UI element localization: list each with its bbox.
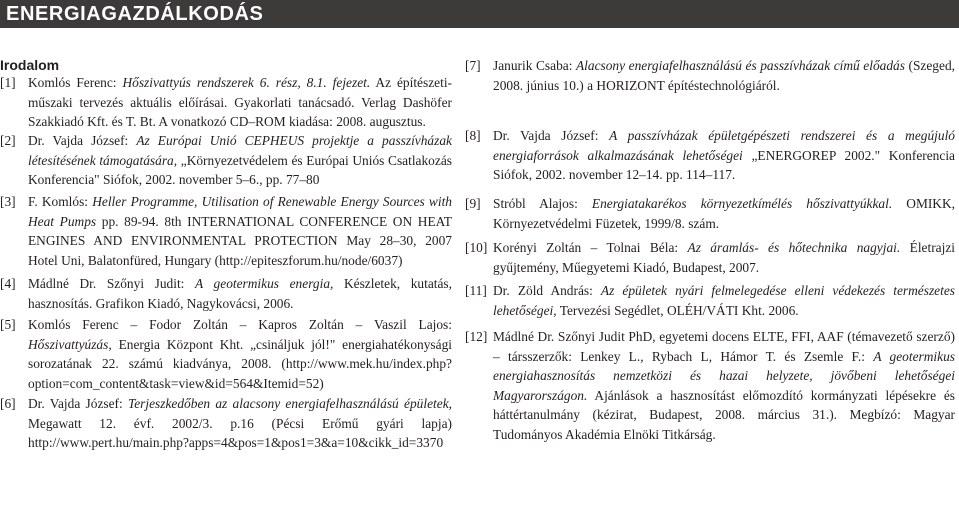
reference-title: Az épületek nyári felmelegedése elleni védekezés természetes lehetőségei, — [493, 283, 955, 318]
reference-details: pp. 89-94. 8th INTERNATIONAL CONFERENCE ON HEAT ENGINES AND ENVIRONMENTAL PROTECTION May 28–30, 2007 Hotel Uni, Balatonfüred, Hungary (http://epiteszforum.hu/node/6037) — [28, 213, 452, 268]
reference-text — [0, 192, 452, 270]
reference-author: Komlós Ferenc: — [28, 75, 123, 90]
reference-text — [0, 131, 452, 190]
page-header-bar — [0, 0, 959, 28]
reference-details: „ENERGOREP 2002." Konferencia Siófok, 2002. november 12–14. pp. 114–117. — [493, 147, 955, 182]
reference-number: [12] — [465, 329, 488, 344]
reference-text — [0, 394, 452, 453]
reference-author: Dr. Zöld András: — [493, 283, 601, 298]
reference-3 — [0, 192, 452, 270]
reference-10 — [465, 238, 955, 277]
reference-author: F. Komlós: — [28, 194, 93, 209]
reference-11 — [465, 281, 955, 320]
reference-text — [465, 327, 955, 444]
reference-title: Energiatakarékos környezetkímélés hőszivattyúkkal. — [591, 196, 893, 211]
reference-8 — [465, 126, 955, 185]
reference-text — [465, 126, 955, 185]
reference-6 — [0, 394, 452, 453]
reference-number: [10] — [465, 240, 488, 255]
reference-text — [465, 194, 955, 233]
reference-12 — [465, 327, 955, 444]
reference-number: [11] — [465, 283, 487, 298]
reference-details: Tervezési Segédlet, OLÉH/VÁTI Kht. 2006. — [556, 302, 799, 318]
reference-text — [0, 315, 452, 393]
reference-number: [3] — [0, 194, 16, 209]
reference-author: Dr. Vajda József: — [28, 133, 137, 148]
reference-title: A geotermikus energiahasznosítás nemzetközi és hazai helyzete, jövőbeni lehetőségei Magyarországon. — [493, 348, 955, 403]
reference-details: Az építészeti-műszaki tervezés aktuális előírásai. Gyakorlati tanácsadó. Verlag Dashöfer Szakkiadó Kft. és T. Bt. A vonatkozó CD–ROM kiadása: 2008. augusztus. — [28, 75, 452, 129]
reference-details: Energia Központ Kht. „csináljuk jól!" energiahatékonysági sorozatának 22. számú kiadványa, 2008. (http://www.mek.hu/index.php?option=com_content&task=view&id=564&Itemid=52) — [28, 336, 452, 391]
reference-title: A geotermikus energia, — [195, 276, 334, 291]
reference-author: Dr. Vajda József: — [493, 128, 610, 143]
reference-2 — [0, 131, 452, 190]
reference-title: Az Európai Unió CEPHEUS projektje a passzívházak létesítésének támogatására, — [28, 133, 452, 168]
reference-text — [465, 238, 955, 277]
reference-number: [6] — [0, 396, 16, 411]
reference-7 — [465, 56, 955, 95]
reference-number: [1] — [0, 75, 16, 90]
reference-author: Mádlné Dr. Szőnyi Judit: — [28, 276, 196, 291]
reference-text — [0, 73, 452, 132]
reference-title: Alacsony energiafelhasználású és passzívházak című előadás — [575, 58, 905, 73]
reference-author: Dr. Vajda József: — [28, 396, 129, 411]
reference-9 — [465, 194, 955, 233]
reference-title: Terjeszkedőben az alacsony energiafelhasználású épületek, — [128, 396, 452, 411]
section-title: Irodalom — [0, 57, 60, 73]
reference-author: Mádlné Dr. Szőnyi Judit PhD, egyetemi docens ELTE, FFI, AAF (témavezető szerző) – társszerzők: Lenkey L., Rybach L, Hámor T. és Zsemle F.: — [493, 329, 955, 364]
reference-details: Megawatt 12. évf. 2002/3. p.16 (Pécsi Erőmű gyári lapja) http://www.pert.hu/main.php?apps=4&pos=1&pos1=3&a=10&cikk_id=3370 — [28, 415, 452, 450]
reference-title: Hőszivattyúzás, — [28, 336, 112, 352]
reference-1 — [0, 73, 452, 132]
reference-details: (Szeged, 2008. június 10.) a HORIZONT építéstechnológiáról. — [493, 58, 955, 93]
reference-title: Heller Programme, Utilisation of Renewable Energy Sources with Heat Pumps — [28, 194, 453, 229]
reference-author: Stróbl Alajos: — [493, 196, 592, 211]
reference-title: Hőszivattyús rendszerek 6. rész, 8.1. fejezet. — [122, 75, 371, 90]
reference-text — [465, 281, 955, 320]
reference-title: A passzívházak épületgépészeti rendszerei és a megújuló energiaforrások alkalmazásának lehetőségei — [493, 128, 955, 163]
reference-text — [465, 56, 955, 95]
reference-number: [4] — [0, 276, 16, 291]
reference-details: Készletek, kutatás, hasznosítás. Grafikon Kiadó, Nagykovácsi, 2006. — [28, 276, 452, 311]
reference-number: [7] — [465, 58, 481, 73]
reference-details: OMIKK, Környezetvédelmi Füzetek, 1999/8. szám. — [493, 196, 955, 231]
reference-title: Az áramlás- és hőtechnika nagyjai. — [687, 240, 901, 255]
page-header-title: ENERGIAGAZDÁLKODÁS — [6, 3, 264, 25]
reference-text — [0, 274, 452, 313]
reference-number: [8] — [465, 128, 481, 143]
reference-4 — [0, 274, 452, 313]
reference-author: Korényi Zoltán – Tolnai Béla: — [493, 240, 688, 255]
reference-details: „Környezetvédelem és Európai Uniós Csatlakozás Konferencia" Siófok, 2002. november 5–6., pp. 77–80 — [28, 152, 452, 187]
reference-number: [2] — [0, 133, 16, 148]
reference-5 — [0, 315, 452, 393]
reference-details: Ajánlások a hasznosítást előmozdító kormányzati lépésekre és háttértanulmány (kézirat, Budapest, 2008. március 31.). Megbízó: Magyar Tudományos Akadémia Elnöki Titkárság. — [493, 387, 955, 442]
reference-details: Életrajzi gyűjtemény, Műegyetemi Kiadó, Budapest, 2007. — [493, 240, 955, 275]
reference-number: [5] — [0, 317, 16, 332]
reference-author: Komlós Ferenc – Fodor Zoltán – Kapros Zoltán – Vaszil Lajos: — [28, 317, 452, 332]
reference-author: Janurik Csaba: — [493, 58, 576, 73]
reference-number: [9] — [465, 196, 481, 211]
